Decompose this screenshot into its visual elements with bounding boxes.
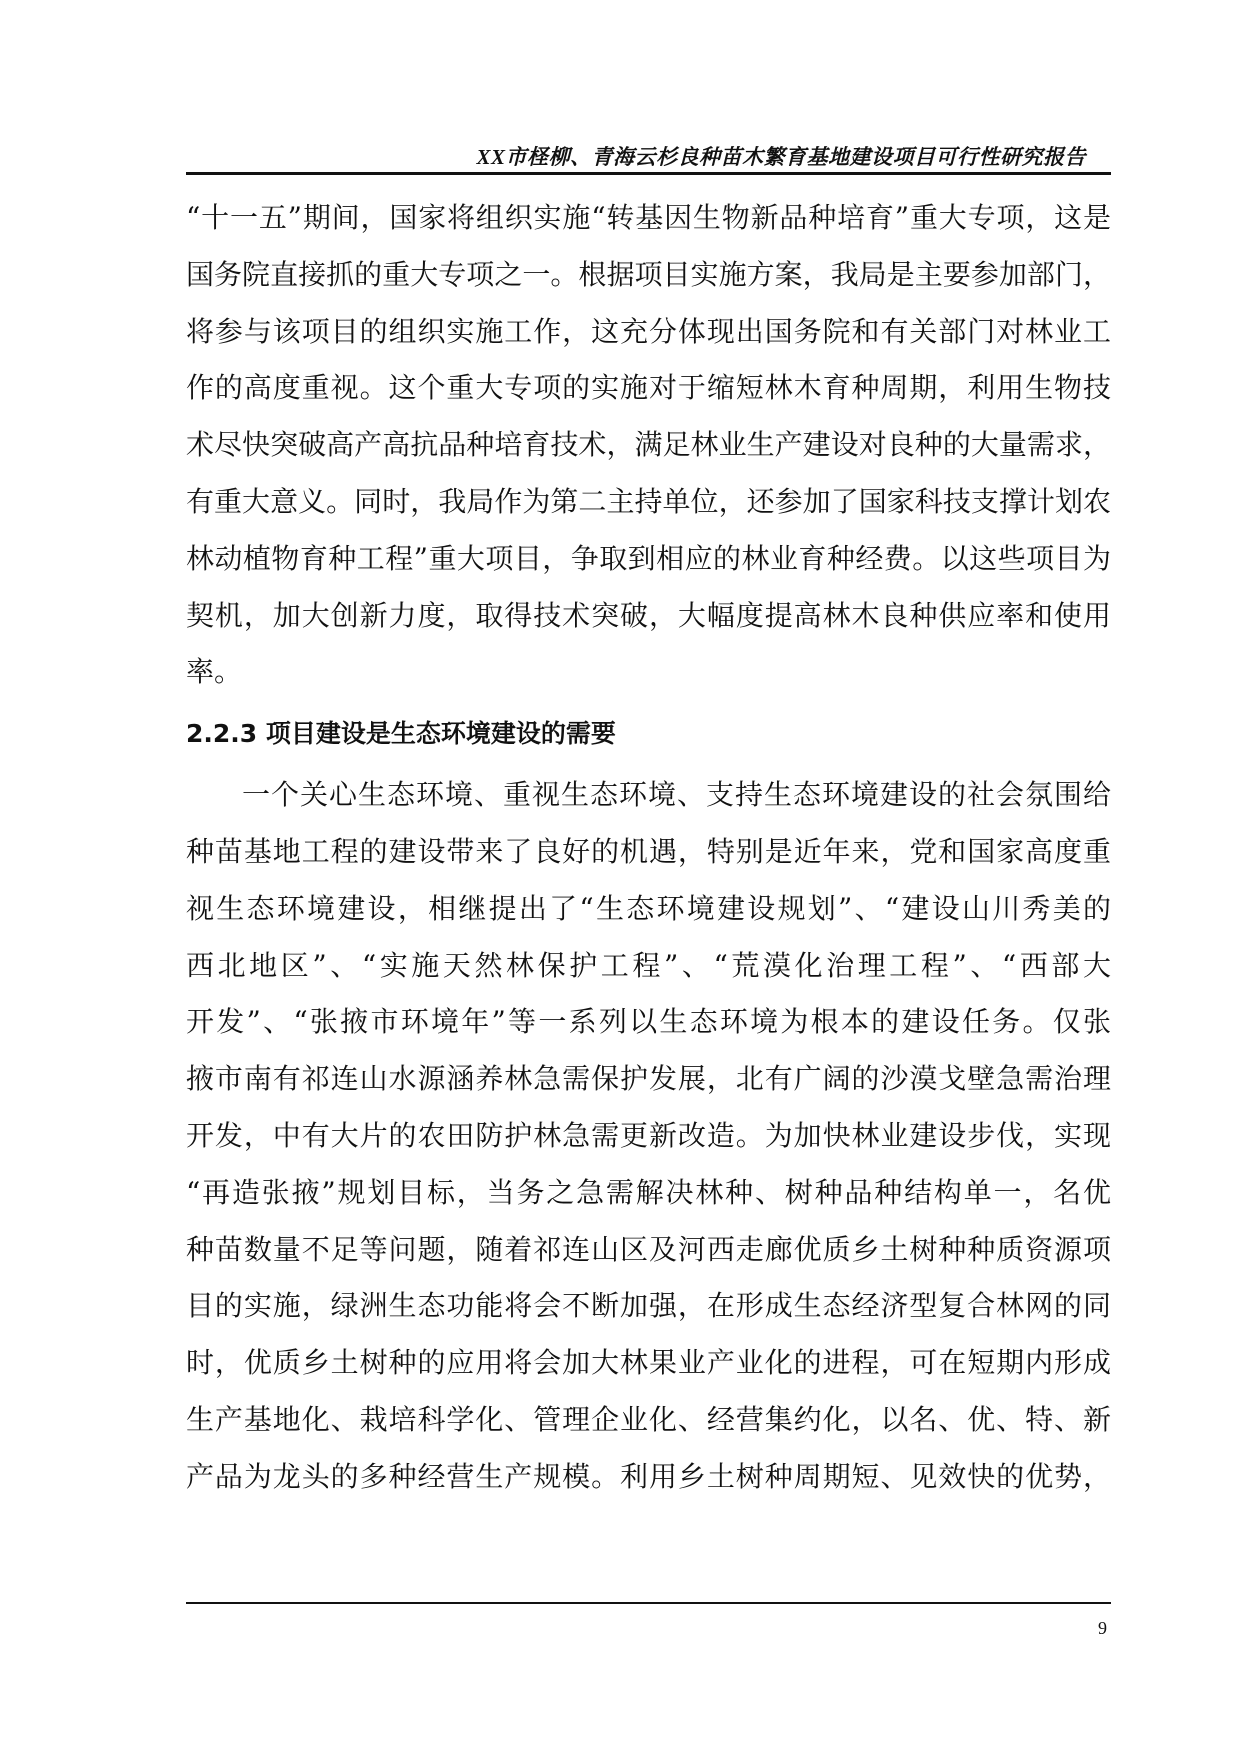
header-rule (186, 172, 1111, 175)
text-line: 开发”、“张掖市环境年”等一系列以生态环境为根本的建设任务。仅张 (186, 1005, 1111, 1039)
paragraph-1 (186, 190, 1111, 701)
text-line: 作的高度重视。这个重大专项的实施对于缩短林木育种周期，利用生物技 (186, 371, 1111, 405)
text-line: 率。 (186, 655, 243, 689)
text-line: 林动植物育种工程”重大项目，争取到相应的林业育种经费。以这些项目为 (186, 541, 1111, 575)
text-line: 国务院直接抓的重大专项之一。根据项目实施方案，我局是主要参加部门， (186, 257, 1111, 291)
text-line: 掖市南有祁连山水源涵养林急需保护发展，北有广阔的沙漠戈壁急需治理 (186, 1062, 1111, 1096)
footer-rule (186, 1602, 1111, 1604)
text-line: “十一五”期间，国家将组织实施“转基因生物新品种培育”重大专项，这是 (186, 201, 1111, 234)
text-line: 一个关心生态环境、重视生态环境、支持生态环境建设的社会氛围给 (242, 778, 1111, 812)
section-heading: 2.2.3 项目建设是生态环境建设的需要 (186, 719, 616, 749)
text-line: 开发，中有大片的农田防护林急需更新改造。为加快林业建设步伐，实现 (186, 1118, 1111, 1152)
paragraph-2 (186, 767, 1111, 1505)
text-line: 产品为龙头的多种经营生产规模。利用乡土树种周期短、见效快的优势， (186, 1459, 1111, 1493)
text-line: 将参与该项目的组织实施工作，这充分体现出国务院和有关部门对林业工 (186, 314, 1111, 348)
page-number: 9 (1098, 1618, 1107, 1638)
text-line: 有重大意义。同时，我局作为第二主持单位，还参加了国家科技支撑计划农 (186, 484, 1111, 518)
text-line: 视生态环境建设，相继提出了“生态环境建设规划”、“建设山川秀美的 (186, 891, 1111, 925)
text-line: 种苗基地工程的建设带来了良好的机遇，特别是近年来，党和国家高度重 (186, 834, 1111, 868)
text-line: 生产基地化、栽培科学化、管理企业化、经营集约化，以名、优、特、新 (186, 1402, 1111, 1436)
document-body (186, 190, 1111, 1506)
text-line: 种苗数量不足等问题，随着祁连山区及河西走廊优质乡土树种种质资源项 (186, 1232, 1111, 1266)
text-line: 时，优质乡土树种的应用将会加大林果业产业化的进程，可在短期内形成 (186, 1346, 1111, 1380)
running-header-title: XX市柽柳、青海云杉良种苗木繁育基地建设项目可行性研究报告 (476, 145, 1086, 169)
text-line: 契机，加大创新力度，取得技术突破，大幅度提高林木良种供应率和使用 (186, 598, 1111, 632)
text-line: “再造张掖”规划目标，当务之急需解决林种、树种品种结构单一，名优 (186, 1175, 1111, 1209)
text-line: 目的实施，绿洲生态功能将会不断加强，在形成生态经济型复合林网的同 (186, 1289, 1111, 1323)
text-line: 术尽快突破高产高抗品种培育技术，满足林业生产建设对良种的大量需求， (186, 428, 1111, 462)
text-line: 西北地区”、“实施天然林保护工程”、“荒漠化治理工程”、“西部大 (186, 948, 1111, 982)
